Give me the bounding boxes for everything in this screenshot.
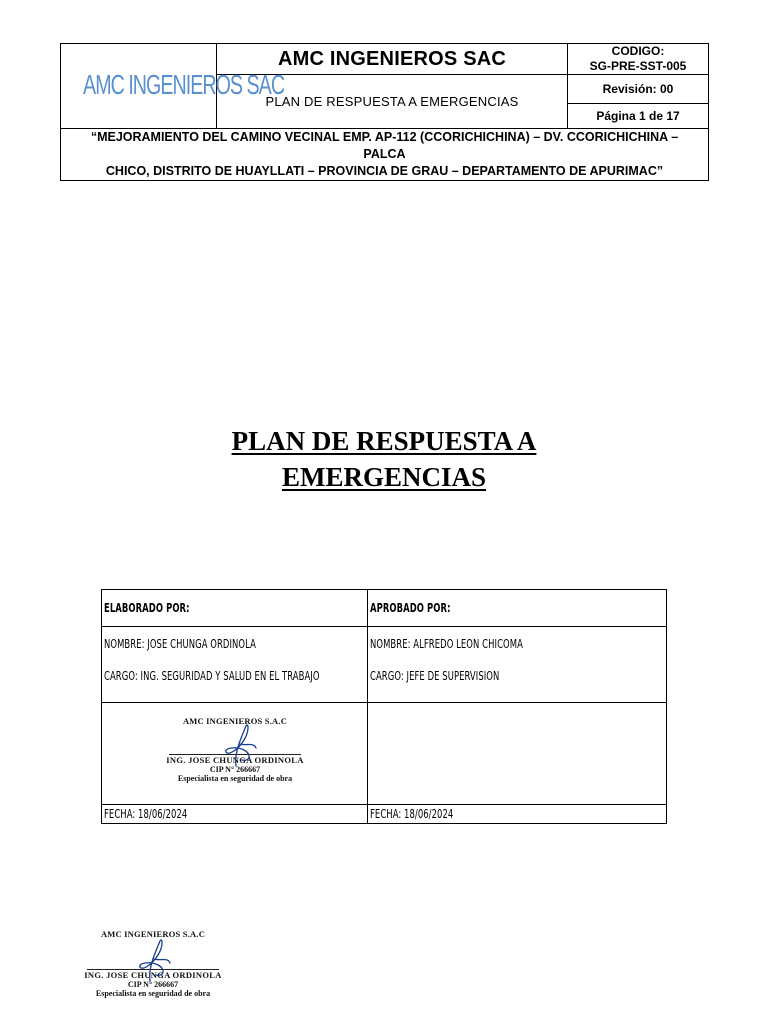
stamp-company: AMC INGENIEROS S.A.C xyxy=(182,716,288,726)
approved-by-header xyxy=(368,590,667,627)
stamp-name: ING. JOSE CHUNGA ORDINOLA xyxy=(166,755,304,765)
document-header xyxy=(60,43,709,181)
main-title-line-2: EMERGENCIAS xyxy=(281,462,487,492)
approval-table xyxy=(101,589,667,824)
prepared-by-header xyxy=(102,590,368,627)
prepared-by-name: NOMBRE: JOSE CHUNGA ORDINOLA xyxy=(104,637,256,651)
stamp-role: Especialista en seguridad de obra xyxy=(177,774,293,783)
company-logo: AMC INGENIEROS SAC xyxy=(83,69,285,101)
approved-by-date: FECHA: 18/06/2024 xyxy=(370,807,454,821)
project-line-1: “MEJORAMIENTO DEL CAMINO VECINAL EMP. AP-112 (CCORICHICHINA) – DV. CCORICHICHINA – PALCA xyxy=(90,130,679,161)
approved-by-signature-cell xyxy=(368,703,667,805)
prepared-by-role: CARGO: ING. SEGURIDAD Y SALUD EN EL TRABAJO xyxy=(104,669,320,683)
footer-stamp-cip: CIP N° 266667 xyxy=(127,980,179,989)
prepared-by-date: FECHA: 18/06/2024 xyxy=(104,807,188,821)
plan-name: PLAN DE RESPUESTA A EMERGENCIAS xyxy=(265,94,519,109)
approved-by-label: APROBADO POR: xyxy=(370,601,451,615)
handwritten-signature-icon xyxy=(222,722,258,768)
approved-by-info xyxy=(368,627,667,703)
footer-stamp-name: ING. JOSE CHUNGA ORDINOLA xyxy=(84,970,222,980)
approved-by-role: CARGO: JEFE DE SUPERVISION xyxy=(370,669,500,683)
page-number-cell xyxy=(568,104,709,129)
stamp-cip: CIP N° 266667 xyxy=(209,765,261,774)
document-code-cell xyxy=(568,44,709,75)
main-title-line-1: PLAN DE RESPUESTA A xyxy=(231,426,537,456)
revision-cell xyxy=(568,75,709,104)
footer-handwritten-signature-icon xyxy=(136,937,172,983)
code-value: SG-PRE-SST-005 xyxy=(589,59,687,73)
approved-by-date-cell xyxy=(368,805,667,824)
footer-stamp-company: AMC INGENIEROS S.A.C xyxy=(100,929,206,939)
prepared-by-info xyxy=(102,627,368,703)
project-line-2: CHICO, DISTRITO DE HUAYLLATI – PROVINCIA DE GRAU – DEPARTAMENTO DE APURIMAC” xyxy=(105,164,664,178)
revision-text: Revisión: 00 xyxy=(602,82,674,96)
prepared-by-label: ELABORADO POR: xyxy=(104,601,190,615)
page-number: Página 1 de 17 xyxy=(596,109,680,123)
code-label: CODIGO: xyxy=(611,44,665,58)
prepared-by-date-cell xyxy=(102,805,368,824)
logo-cell xyxy=(61,44,285,129)
approved-by-name: NOMBRE: ALFREDO LEON CHICOMA xyxy=(370,637,523,651)
footer-stamp-role: Especialista en seguridad de obra xyxy=(95,989,211,998)
company-name: AMC INGENIEROS SAC xyxy=(277,47,507,70)
project-name-cell xyxy=(61,129,709,181)
